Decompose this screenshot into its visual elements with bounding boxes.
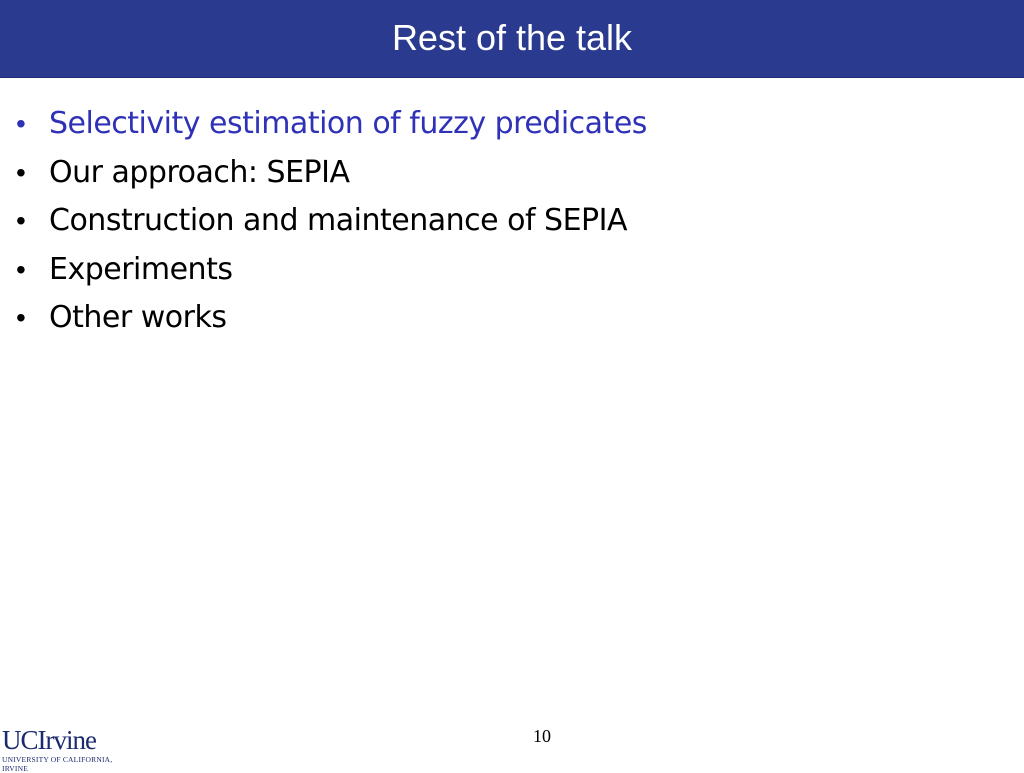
page-number: 10: [533, 726, 551, 746]
slide-title: Rest of the talk: [391, 16, 633, 58]
bullet-item: [16, 106, 647, 155]
bullet-item: [16, 300, 647, 349]
bullet-text: Experiments: [49, 251, 233, 287]
bullet-item: [16, 203, 647, 252]
bullet-text: Selectivity estimation of fuzzy predicates: [49, 106, 647, 141]
bullet-text: Other works: [49, 300, 227, 335]
bullet-item: [16, 155, 647, 204]
bullet-icon: •: [16, 108, 26, 139]
uc-irvine-logo: [2, 727, 122, 773]
bullet-icon: •: [16, 253, 26, 285]
logo-subtitle: UNIVERSITY OF CALIFORNIA, IRVINE: [2, 755, 113, 773]
bullet-icon: •: [16, 302, 26, 333]
bullet-text: Construction and maintenance of SEPIA: [49, 203, 628, 238]
bullet-icon: •: [16, 156, 26, 188]
logo-wordmark: UCIrvine: [2, 725, 96, 755]
bullet-text: Our approach: SEPIA: [49, 154, 350, 190]
bullet-list: [16, 106, 647, 349]
bullet-icon: •: [16, 205, 26, 236]
bullet-item: [16, 252, 647, 301]
title-bar: [0, 0, 1024, 78]
